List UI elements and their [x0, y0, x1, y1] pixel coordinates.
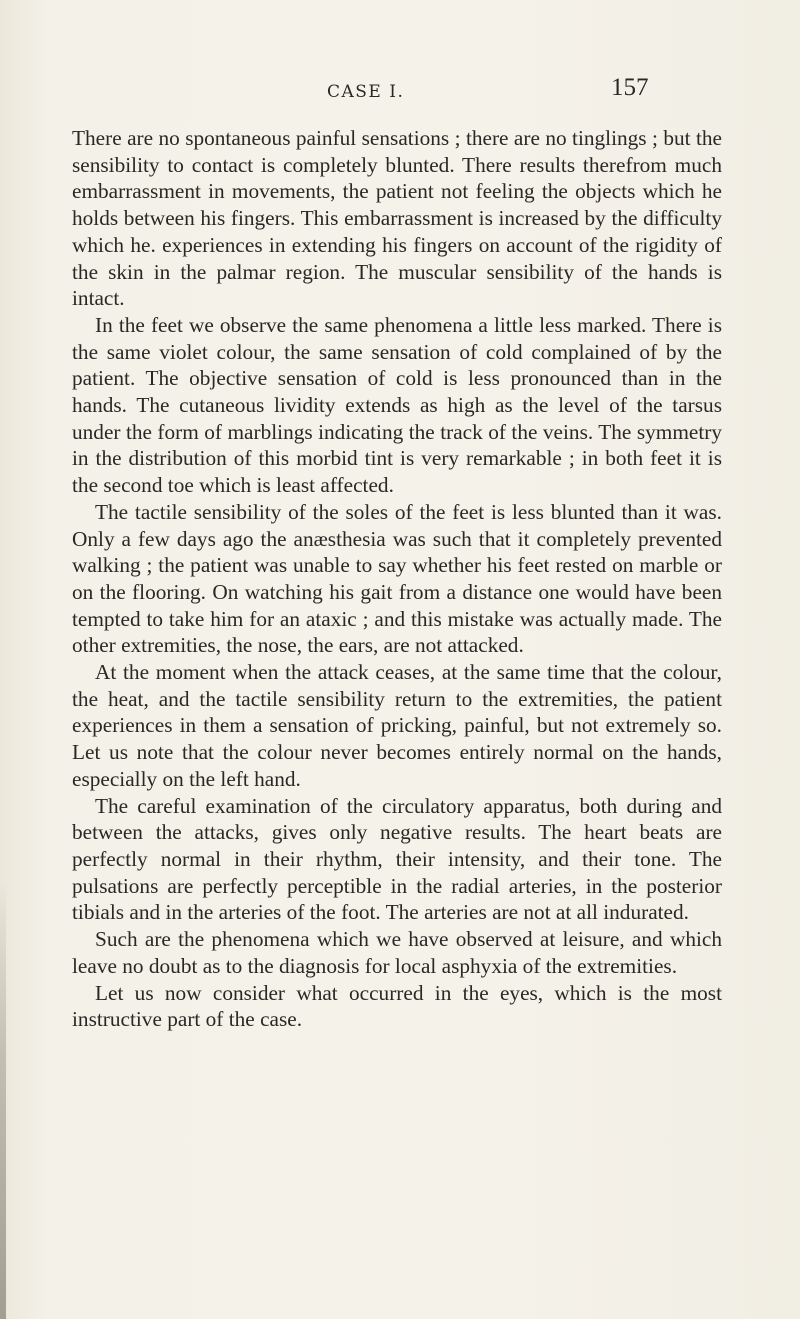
- running-head: [0, 74, 800, 114]
- body-text: [72, 125, 722, 1033]
- paragraph-hands-sensibility: There are no spontaneous painful sensations ; there are no tinglings ; but the sensibility to contact is completely blunted. There results therefrom much embarrassment in movements, the patient not feeling the objects which he holds between his fingers. This embarrassment is increased by the difficulty which he. experiences in extending his fingers on account of the rigidity of the skin in the palmar region. The muscular sensibility of the hands is intact.: [72, 126, 722, 311]
- paragraph-tactile-sensibility: The tactile sensibility of the soles of the feet is less blunted than it was. Only a few days ago the anæsthesia was such that it completely prevented walking ; the patient was unable to say whether his feet rested on marble or on the flooring. On watching his gait from a distance one would have been tempted to take him for an ataxic ; and this mistake was actually made. The other extremities, the nose, the ears, are not attacked.: [72, 499, 722, 658]
- paragraph-feet-phenomena: In the feet we observe the same phenomena a little less marked. There is the same violet colour, the same sensation of cold complained of by the patient. The objective sensation of cold is less pronounced than in the hands. The cutaneous lividity extends as high as the level of the tarsus under the form of marblings indicating the track of the veins. The symmetry in the distribution of this morbid tint is very remarkable ; in both feet it is the second toe which is least affected.: [72, 312, 722, 498]
- page-binding-shadow: [0, 880, 6, 1319]
- paragraph-circulatory-exam: The careful examination of the circulatory apparatus, both during and between the attacks, gives only negative results. The heart beats are perfectly normal in their rhythm, their intensity, and their tone. The pulsations are perfectly perceptible in the radial arteries, in the posterior tibials and in the arteries of the foot. The arteries are not at all indurated.: [72, 793, 722, 925]
- page-number: 157: [611, 74, 649, 101]
- paragraph-diagnosis: Such are the phenomena which we have observed at leisure, and which leave no doubt as to the diagnosis for local asphyxia of the extremities.: [72, 927, 722, 978]
- running-title: CASE I.: [327, 82, 405, 102]
- paragraph-attack-ceases: At the moment when the attack ceases, at the same time that the colour, the heat, and the tactile sensibility return to the extremities, the patient experiences in them a sensation of pricking, painful, but not extremely so. Let us note that the colour never becomes entirely normal on the hands, especially on the left hand.: [72, 660, 722, 791]
- paragraph-eyes: Let us now consider what occurred in the eyes, which is the most instructive part of the case.: [72, 980, 722, 1032]
